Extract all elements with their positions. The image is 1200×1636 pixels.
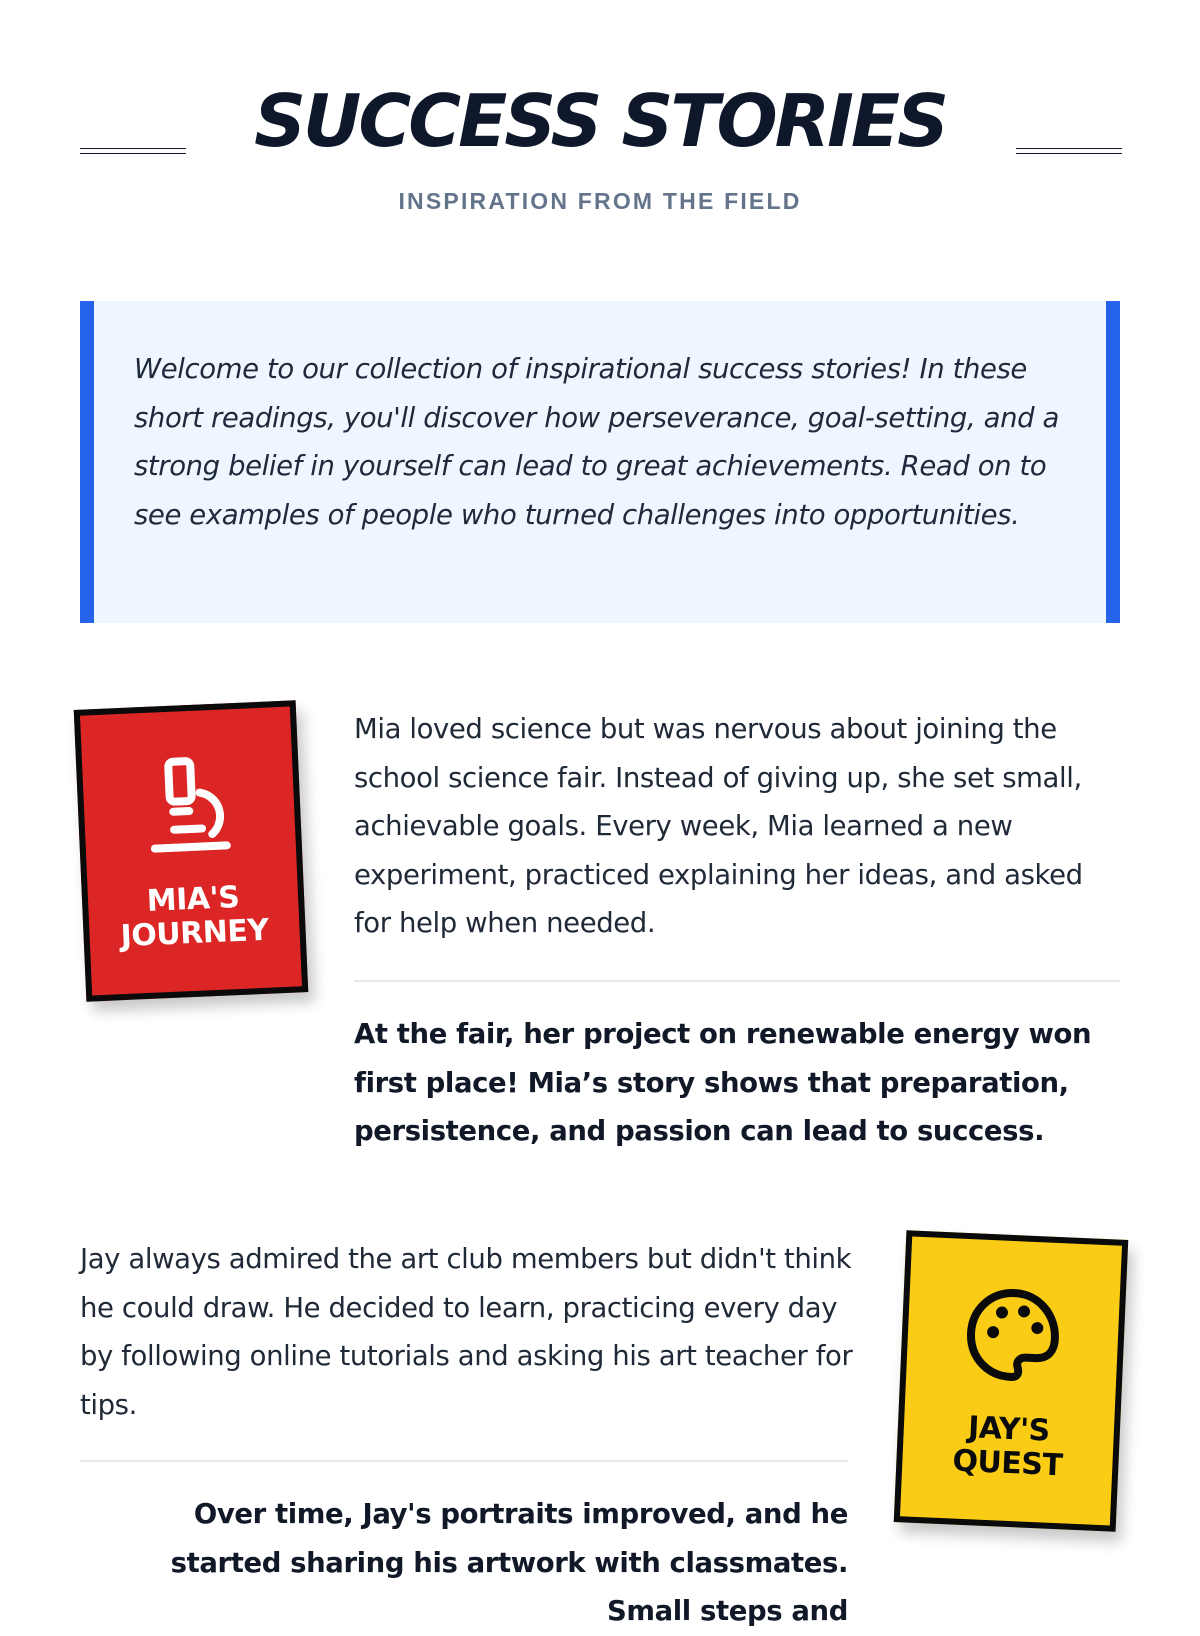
jay-card-label [952, 1411, 1065, 1484]
jay-story-paragraph-1: Jay always admired the art club members but didn't think he could draw. He decided to learn, practicing every day by following online tutorials and asking his art teacher for tips. [80, 1243, 853, 1421]
mia-card-label [118, 880, 269, 954]
mia-card-label-line2: JOURNEY [119, 912, 270, 955]
jay-story-paragraph-2: Over time, Jay's portraits improved, and he started sharing his artwork with classmates. Small steps and [170, 1498, 848, 1627]
palette-icon [961, 1283, 1065, 1387]
mia-story-paragraph-2: At the fair, her project on renewable energy won first place! Mia’s story shows that preparation, persistence, and passion can lead to success. [354, 1018, 1092, 1147]
mia-story-card [74, 700, 309, 1001]
jay-card-label-line1: JAY'S [967, 1410, 1051, 1449]
jay-story-card [894, 1230, 1129, 1531]
intro-callout [80, 301, 1120, 623]
page-title: SUCCESS STORIES [254, 79, 946, 163]
mia-story-paragraph-1: Mia loved science but was nervous about joining the school science fair. Instead of giving up, she set small, achievable goals. Every week, Mia learned a new experiment, practiced explaining her ideas, and asked for help when needed. [354, 713, 1083, 939]
page-subtitle: INSPIRATION FROM THE FIELD [398, 188, 802, 214]
jay-story-divider [80, 1460, 848, 1462]
mia-card-label-line1: MIA'S [146, 879, 241, 919]
microscope-icon [137, 753, 241, 857]
mia-story-divider [354, 980, 1120, 982]
intro-text: Welcome to our collection of inspirational success stories! In these short readings, you'll discover how perseverance, goal-setting, and a strong belief in yourself can lead to great achievements. Read on to see examples of people who turned challenges into opportunities. [134, 353, 1059, 531]
jay-card-label-line2: QUEST [951, 1443, 1064, 1484]
title-rule-right [1016, 148, 1122, 154]
